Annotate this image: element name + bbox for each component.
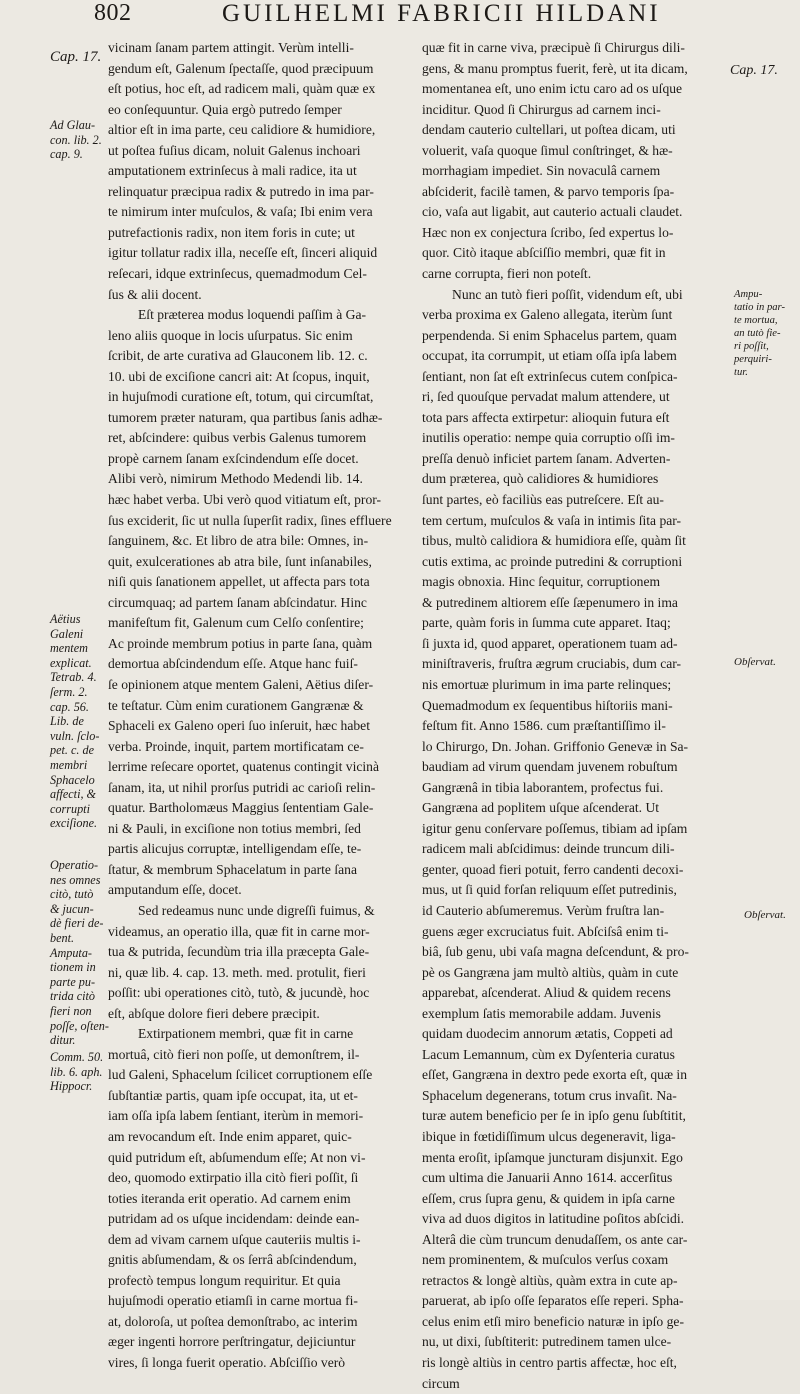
margin-note-line: Obſervat. (734, 656, 776, 668)
margin-note-line: Ampu- (734, 289, 763, 300)
text-line: ſus & alii docent. (108, 286, 202, 302)
running-title: GUILHELMI FABRICII HILDANI (222, 0, 661, 27)
text-line: menta eroſit, ipſamque juncturam disjunxit. Ego (422, 1149, 683, 1165)
text-line: amputationem extrinſecus à mali radice, ita ut (108, 163, 357, 179)
text-line: demortua abſcindendum eſſe. Atque hanc fuiſ- (108, 656, 358, 672)
text-line: toties iteranda erit operatio. Ad carnem enim (108, 1190, 351, 1206)
margin-note-line: Amputa- (50, 945, 92, 960)
text-line: tibus, multò calidiora & humidiora eſſe, quàm ſit (422, 533, 686, 549)
margin-note-line: parte pu- (50, 974, 96, 989)
margin-note-line: Ad Glau- (50, 118, 96, 132)
text-line: cio, vaſa aut ligabit, aut cauterio actuali claudet. (422, 204, 683, 220)
text-line: nem prominentem, & muſculos verſus coxam (422, 1252, 669, 1268)
text-line: putrefactionis radix, non item foris in cute; ut (108, 224, 355, 240)
text-line: lud Galeni, Sphacelum ſcilicet corruptionem eſſe (108, 1067, 373, 1083)
text-line: eſt potius, hoc eſt, ad radicem mali, quàm quæ ex (108, 81, 376, 97)
text-line: tem certum, muſculos & vaſa in intimis ſita par- (422, 512, 682, 528)
text-line: gendum eſt, Galenum ſpectaſſe, quod præcipuum (108, 60, 374, 76)
margin-note-line: Cap. 17. (730, 63, 778, 78)
margin-note-line: ſerm. 2. (50, 684, 88, 699)
page-number: 802 (94, 0, 132, 26)
text-line: quidam duodecim annorum ætatis, Coppeti ad (422, 1026, 673, 1042)
text-line: eſſet, Gangræna in dextro pede exorta eſt, quæ in (422, 1067, 687, 1083)
text-line: ni, quæ lib. 4. cap. 13. meth. med. protulit, fieri (108, 964, 366, 980)
margin-note-line: tionem in (50, 960, 96, 975)
text-line: morrhagiam impediet. Sin novaculâ carnem (422, 163, 661, 179)
text-line: voluerit, vaſa quoque ſimul conſtringet, & hæ- (422, 142, 673, 158)
text-line: cum ultima die Januarii Anno 1614. accerſitus (422, 1170, 673, 1186)
text-line: dendam cauterio cultellari, ut poſtea dicam, uti (422, 122, 676, 138)
text-line: perpendenda. Si enim Sphacelus partem, quam (422, 327, 677, 343)
text-line: abſciderit, facilè tamen, & parvo temporis ſpa- (422, 183, 675, 199)
margin-note-line: pet. c. de (50, 743, 94, 758)
text-line: mus, ut ſi quid forſan reliquum eſſet putredinis, (422, 882, 677, 898)
text-line: lo Chirurgo, Dn. Johan. Griffonio Genevæ in Sa- (422, 738, 689, 754)
margin-note-line: nes omnes (50, 872, 101, 887)
text-line: Eſt præterea modus loquendi paſſim à Ga- (138, 307, 367, 323)
text-line: ut poſtea fuſius dicam, noluit Galenus inchoari (108, 142, 361, 158)
text-line: reſecari, idque extrinſecus, quemadmodum Cel- (108, 266, 367, 282)
text-line: tua & putrida, ſecundùm tria illa præcepta Gale- (108, 944, 370, 960)
text-line: Sed redeamus nunc unde digreſſi fuimus, & (138, 902, 375, 918)
margin-note-line: corrupti (50, 801, 90, 816)
text-line: gens, & manu promptus fuerit, ferè, ut ita dicam, (422, 60, 688, 76)
text-line: ſtatur, & membrum Sphacelatum in parte ſana (108, 861, 357, 877)
text-line: ſus exciderit, ſic ut nulla ſuperſit radix, ſines effluere (108, 512, 392, 528)
text-line: eo conſequuntur. Quia ergò putredo ſemper (108, 101, 342, 117)
text-line: 10. ubi de exciſione cancri ait: At ſcopus, inquit, (108, 368, 370, 384)
text-line: quid putridum eſt, abſumendum eſſe; At non vi- (108, 1149, 366, 1165)
text-line: altior eſt in ima parte, ceu calidiore & humidiore, (108, 122, 376, 138)
text-line: deo, quomodo extirpatio illa citò fieri poſſit, ſi (108, 1170, 359, 1186)
text-line: quæ fit in carne viva, præcipuè ſi Chirurgus dili- (422, 40, 685, 55)
text-line: dem ad vivam carnem uſque cauteriis multis i- (108, 1231, 361, 1247)
text-line: vicinam ſanam partem attingit. Verùm intelli- (108, 40, 354, 55)
margin-note-line: Comm. 50. (50, 1050, 104, 1064)
text-line: ſunt partes, eò faciliùs eas putreſcere. Eſt au- (422, 492, 664, 508)
text-line: paruerat, ab ipſo oſſe ſeparatos eſſe reperi. Spha- (422, 1293, 684, 1309)
text-line: nis emortuæ plurimum in ima parte relinques; (422, 676, 672, 692)
text-line: turæ autem beneficio per ſe in ipſo genu ſubſtitit, (422, 1108, 686, 1124)
margin-note-chapter-left (50, 50, 112, 65)
text-line: biâ, ſub genu, ubi vaſa magna deſcendunt, & pro- (422, 944, 689, 960)
text-line: Ac proinde membrum potius in parte ſana, quàm (108, 635, 373, 651)
margin-note-line: te mortua, (734, 315, 778, 326)
text-line: Gangræna ad poplitem uſque aſcenderat. Ut (422, 800, 660, 816)
text-line: ſentiant, non ſat eſt extrinſecus cutem conſpica- (422, 368, 678, 384)
text-line: am revocandum eſt. Inde enim apparet, quic- (108, 1128, 352, 1144)
text-line: Hæc non ex conjectura ſcribo, ſed expertus lo- (422, 224, 674, 240)
text-line: apparebat, aſcenderat. Aliud & quidem recens (422, 985, 671, 1001)
text-line: ni & Pauli, in exciſione non totius membri, ſed (108, 820, 361, 836)
text-line: hujuſmodi operatio etiamſi in carne mortua fi- (108, 1293, 358, 1309)
text-line: æger ingenti horrore perſtringatur, dejiciuntur (108, 1334, 356, 1350)
text-line: relinquatur præcipua radix & putredo in ima par- (108, 183, 374, 199)
margin-note-line: affecti, & (50, 787, 97, 802)
margin-note-line: Aëtius (50, 612, 81, 626)
margin-note-aetius (50, 612, 112, 831)
text-line: inutilis operatio: nempe quia corruptio oſſi im- (422, 430, 675, 446)
text-line: at, doloroſa, ut poſtea demonſtrabo, ac interim (108, 1313, 358, 1329)
margin-note-line: lib. 6. aph. (50, 1064, 103, 1079)
right-text-column (422, 38, 727, 1394)
text-line: Extirpationem membri, quæ fit in carne (138, 1026, 354, 1042)
text-line: Gangrænâ in tibia laborantem, profectus fui. (422, 779, 664, 795)
text-line: parte, quàm foris in ſumma cute apparet. Itaq; (422, 615, 671, 631)
text-line: profectò tempus longum requiritur. Et quia (108, 1272, 341, 1288)
margin-note-line: Sphacelo (50, 772, 95, 787)
left-text-column (108, 38, 413, 1374)
text-line: igitur genu conſervare poſſemus, tibiam ad ipſam (422, 820, 688, 836)
margin-note-line: membri (50, 757, 88, 772)
text-line: Quemadmodum ex ſequentibus hiſtoriis mani- (422, 697, 673, 713)
text-line: radicem mali abſcidimus: deinde truncum dili- (422, 841, 675, 857)
text-line: Lacum Lemannum, cùm ex Dyſenteria curatus (422, 1046, 675, 1062)
text-line: miniſtraveris, fruſtra ægrum cruciabis, dum car- (422, 656, 682, 672)
text-line: ſe opinionem atque mentem Galeni, Aëtius diſer- (108, 676, 374, 692)
text-line: occupat, ita corrumpit, ut etiam oſſa ipſa labem (422, 348, 677, 364)
margin-note-glaucon (50, 118, 112, 162)
text-line: eſt, abſque dolore fieri debere præcipit. (108, 1005, 320, 1021)
margin-note-line: vuln. ſclo- (50, 728, 100, 743)
margin-note-line: Galeni (50, 626, 84, 641)
text-line: ret, abſcindere: quibus verbis Galenus tumorem (108, 430, 367, 446)
text-line: genter, quoad fieri potuit, ferro candenti decoxi- (422, 861, 684, 877)
text-line: ſanam, ita, ut nihil prorſus putridi ac carioſi relin- (108, 779, 376, 795)
text-line: carne corrupta, fieri non poteſt. (422, 266, 592, 282)
text-line: momentanea eſt, uno enim ictu caro ad os uſque (422, 81, 683, 97)
text-line: ſcribit, de arte curativa ad Glauconem lib. 12. c. (108, 348, 368, 364)
margin-note-line: tur. (734, 367, 748, 378)
text-line: propè carnem ſanam exſcindendum eſſe docet. (108, 450, 359, 466)
margin-note-line: poſſe, oſten- (50, 1018, 109, 1033)
text-line: Sphaceli ex Galeno operi ſuo inſeruit, hæc habet (108, 718, 370, 734)
margin-note-line: Obſervat. (744, 909, 786, 921)
margin-note-observatio-2 (744, 908, 800, 923)
text-line: feſtum fit. Anno 1586. cum præſtantiſſimo il- (422, 718, 666, 734)
text-line: videamus, an operatio illa, quæ fit in carne mor- (108, 923, 370, 939)
text-line: ris longè altiùs in centro partis affectæ, hoc eſt, (422, 1355, 677, 1370)
margin-note-line: citò, tutò (50, 887, 94, 902)
margin-note-line: trida citò (50, 989, 96, 1004)
text-line: eſſem, crus ſupra genu, & quidem in ipſa carne (422, 1190, 675, 1206)
margin-note-operationes (50, 858, 112, 1048)
text-line: exemplum ſatis memorabile addam. Juvenis (422, 1005, 661, 1021)
text-line: guens æger excruciatus fuit. Abſciſsâ enim ti- (422, 923, 669, 939)
margin-note-line: cap. 9. (50, 147, 83, 162)
text-line: Alibi verò, nimirum Methodo Medendi lib. 14. (108, 471, 363, 487)
text-line: ſi juxta id, quod apparet, operationem tuam ad- (422, 635, 678, 651)
text-line: te teſtatur. Cùm enim curationem Gangrænæ & (108, 697, 364, 713)
text-line: vires, ſi longa fuerit operatio. Abſciſſio verò (108, 1355, 346, 1370)
text-line: preſſa denuò inficiet partem ſanam. Adverten- (422, 450, 671, 466)
margin-note-line: tatio in par- (734, 302, 785, 313)
margin-note-line: Hippocr. (50, 1079, 93, 1094)
text-line: verba proxima ex Galeno allegata, iterùm ſunt (422, 307, 673, 323)
margin-note-line: mentem (50, 641, 88, 656)
text-line: dum præterea, quò calidiores & humidiores (422, 471, 659, 487)
text-line: lerrime reſecare oportet, quatenus contingit vicinà (108, 759, 380, 775)
margin-note-line: Cap. 17. (50, 49, 102, 65)
text-line: mortuâ, citò fieri non poſſe, ut demonſtrem, il- (108, 1046, 360, 1062)
text-line: nu, ut dixi, ſubſtiterit: putredinem tamen ulce- (422, 1334, 672, 1350)
text-line: id Cauterio abſumeremus. Verùm fruſtra lan- (422, 902, 665, 918)
text-line: quor. Citò itaque abſciſſio membri, quæ fit in (422, 245, 666, 261)
margin-note-amputatio (734, 288, 800, 379)
text-line: cutis extima, ac proinde putredini & corruptioni (422, 553, 683, 569)
text-line: Nunc an tutò fieri poſſit, videndum eſt, ubi (452, 286, 683, 302)
text-line: circumquaq; ad partem ſanam abſcindatur. Hinc (108, 594, 367, 610)
text-line: tumorem præter naturam, qua partibus ſanis adhæ- (108, 409, 383, 425)
text-line: hæc habet verba. Ubi verò quod vitiatum eſt, pror- (108, 492, 382, 508)
text-line: amputandum eſſe, docet. (108, 882, 242, 898)
margin-note-chapter-right (730, 64, 796, 79)
text-line: manifeſtum fit, Galenum cum Celſo conſentire; (108, 615, 364, 631)
margin-note-line: & jucun- (50, 901, 94, 916)
margin-note-line: bent. (50, 930, 75, 945)
text-line: quatur. Bartholomæus Maggius ſententiam Gale- (108, 800, 374, 816)
text-line: partis alicujus corruptæ, intelligendam eſſe, te- (108, 841, 362, 857)
text-line: baudiam ad virum quendam juvenem robuſtum (422, 759, 678, 775)
margin-note-line: Lib. de (50, 714, 84, 729)
page-header (0, 0, 800, 34)
margin-note-line: Operatio- (50, 858, 99, 872)
text-line: celus enim etſi miro beneficio naturæ in ipſo ge- (422, 1313, 684, 1329)
margin-note-line: fieri non (50, 1003, 92, 1018)
text-line: magis obnoxia. Hinc ſequitur, corruptionem (422, 574, 661, 590)
text-line: poſſit: ubi operationes citò, tutò, & jucundè, hoc (108, 985, 370, 1001)
text-line: viva ad duos digitos in latitudine poſitos abſcidi. (422, 1211, 685, 1227)
text-line: tota pars affecta extirpetur: alioquin futura eſt (422, 409, 670, 425)
margin-note-line: perquiri- (734, 354, 772, 365)
text-line: Sphacelum degenerans, totum crus invaſit. Na- (422, 1087, 677, 1103)
text-line: inciditur. Quod ſi Chirurgus ad carnem inci- (422, 101, 661, 117)
text-line: putridam ad os uſque incidendam: deinde ean- (108, 1211, 360, 1227)
text-line: iam oſſa ipſa labem ſentiant, iterùm in memori- (108, 1108, 364, 1124)
text-line: niſi quis ſanationem appellet, ut affecta pars tota (108, 574, 370, 590)
margin-note-line: con. lib. 2. (50, 132, 102, 147)
text-line: leno aliis quoque in locis uſurpatus. Sic enim (108, 327, 353, 343)
text-line: gnitis abſumendam, & os ſerrâ abſcindendum, (108, 1252, 357, 1268)
margin-note-line: ditur. (50, 1033, 76, 1048)
margin-note-observatio-1 (734, 655, 800, 670)
text-line: verba. Proinde, inquit, partem mortificatam ce- (108, 738, 364, 754)
text-line: quit, exulcerationes ab atra bile, ſunt inſanabiles, (108, 553, 372, 569)
margin-note-line: ri poſſit, (734, 341, 769, 352)
text-line: ſubſtantiæ partis, quam ipſe occupat, ita, ut et- (108, 1087, 358, 1103)
margin-note-line: an tutò fie- (734, 328, 781, 339)
margin-note-line: Tetrab. 4. (50, 670, 97, 685)
text-line: ibique in fœtidiſſimum ulcus degeneravit, liga- (422, 1128, 676, 1144)
text-line: retractos & longè altiùs, quàm extra in cute ap- (422, 1272, 678, 1288)
margin-note-line: exciſione. (50, 816, 98, 831)
text-line: te nimirum inter muſculos, & vaſa; Ibi enim vera (108, 204, 373, 220)
text-line: ri, ſed quouſque pervadat malum attendere, ut (422, 389, 670, 405)
margin-note-line: cap. 56. (50, 699, 89, 714)
text-line: pè os Gangræna jam multò altiùs, quàm in cute (422, 964, 679, 980)
text-line: in hujuſmodi curatione eſt, totum, qui circumſtat, (108, 389, 374, 405)
margin-note-line: dè fieri de- (50, 916, 104, 931)
text-line: & putredinem altiorem eſſe ſæpenumero in ima (422, 594, 678, 610)
text-line: Alterâ die cùm truncum denudaſſem, os ante car- (422, 1231, 688, 1247)
text-line: ſanguinem, &c. Et libro de atra bile: Omnes, in- (108, 533, 369, 549)
margin-note-line: explicat. (50, 655, 92, 670)
text-line: igitur tollatur radix illa, neceſſe eſt, ſinceri aliquid (108, 245, 378, 261)
text-line: circum (422, 1375, 460, 1391)
margin-note-commentarius (50, 1050, 112, 1094)
